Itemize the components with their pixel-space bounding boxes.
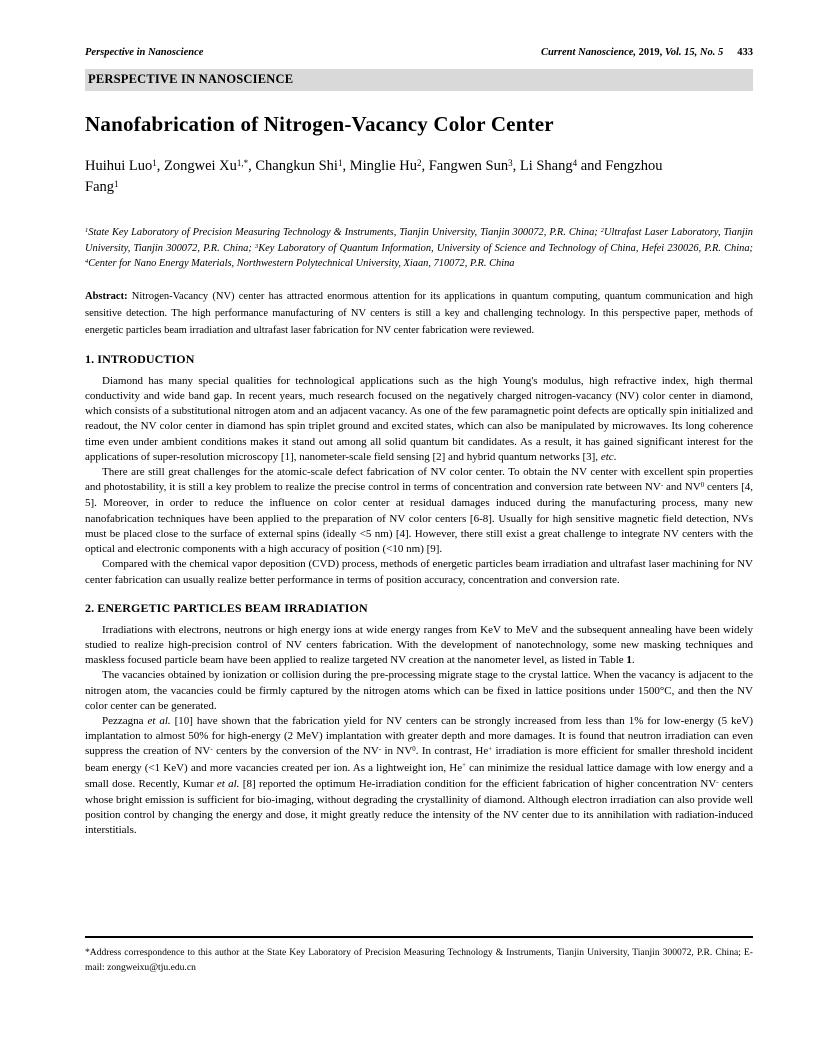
authors-line: Huihui Luo$^1$, Zongwei $Xu^{1,*}$, Changkun Shi$^1$, Minglie Hu$^2$, Fangwen Sun$^3$, Li Shang$^4$ and Fengzhou Fang$^1$: [85, 157, 663, 196]
running-header-citation: [541, 47, 753, 58]
page-number: 433: [737, 47, 753, 58]
article-type-banner: PERSPECTIVE IN NANOSCIENCE: [85, 69, 753, 91]
paper-title: Nanofabrication of Nitrogen-Vacancy Color Center: [85, 112, 554, 136]
paragraph: Compared with the chemical vapor deposition (CVD) process, methods of energetic particles beam irradiation and ultrafast laser machining for NV center fabrication can usually realize better performance in terms of position accuracy, concentration and conversion rate.: [85, 558, 753, 586]
paragraph: There are still great challenges for the atomic-scale defect fabrication of NV color center. To obtain the NV center with excellent spin properties and photostability, it is still a key problem to realize the precise control in terms of concentration and conversion rate between NV- and $NV^0$ centers [4, 5]. Moreover, in order to reduce the influence on color center at residual damages induced during the manufacturing process, many new nanofabrication techniques have been applied to the preparation of NV color centers [6-8]. Usually for high sensitive magnetic field detection, NVs must be placed close to the surface of external spins (ideally <5 nm) [4]. However, there still exist a great challenge to integrate NV centers with the optical and electronic components with a high accuracy of position (<10 nm) [9].: [85, 466, 753, 556]
affiliations: $^1$State Key Laboratory of Precision Measuring Technology & Instruments, Tianjin University, Tianjin 300072, P.R. China; $^2$Ultrafast Laser Laboratory, Tianjin University, Tianjin 300072, P.R. China; $^3$Key Laboratory of Quantum Information, University of Science and Technology of China, Hefei 230026, P.R. China; $^4$Center for Nano Energy Materials, Northwestern Polytechnical University, Xiaan, 710072, P.R. China: [85, 227, 753, 270]
paragraph: The vacancies obtained by ionization or collision during the pre-processing migrate stage to the crystal lattice. When the vacancy is adjacent to the nitrogen atom, the vacancies could be firmly captured by the nitrogen atoms which can be fixed in lattice positions under 1500°C, and then the NV color center can be generated.: [85, 669, 753, 712]
journal-citation: Current Nanoscience, 2019, Vol. 15, No. 5: [540, 47, 724, 58]
paragraph: Diamond has many special qualities for technological applications such as the high Young's modulus, high refractive index, high thermal conductivity and wide band gap. In recent years, much research focused on the negatively charged nitrogen-vacancy (NV) color center in diamond, which consists of a substitutional nitrogen atom and an adjacent vacancy. As one of the few paramagnetic point defects are optically spin initialized and readout, the NV color center in diamond has spin triplet ground and excited states, which can also be manipulated by microwaves. Its long coherence time even under ambient conditions makes it stand out among all solid quantum bit candidates. As a result, it has gained significant interest for the applications of super-resolution microscopy [1], nanometer-scale field sensing [2] and hybrid quantum networks [3], etc.: [85, 374, 753, 463]
correspondence-footnote: *Address correspondence to this author at the State Key Laboratory of Precision Measuring Technology & Instruments, Tianjin University, Tianjin 300072, P.R. China; E-mail: zongweixu@tju.edu.cn: [85, 936, 753, 976]
page-content: [85, 47, 753, 839]
paragraph: Pezzagna et al. [10] have shown that the fabrication yield for NV centers can be strongly increased from less than 1% for low-energy (5 keV) implantation to almost 50% for high-energy (2 MeV) implantation with greater depth and more damages. It is found that neutron irradiation can even suppress the creation of NV- centers by the conversion of the NV- in $NV^0$. In contrast, He+ irradiation is more efficient for smaller threshold incident beam energy (<1 KeV) and more vacancies created per ion. As a lightweight ion, He+ can minimize the residual lattice damage with low energy and a small dose. Recently, Kumar et al. [8] reported the optimum He-irradiation condition for the efficient fabrication of higher concentration NV- centers whose bright emission is sufficient for bio-imaging, without degrading the crystallinity of diamond. Although electron irradiation can also provide well position control by changing the energy and dose, it might greatly reduce the intensity of the NV center due to its annihilation with radiation-induced interstitials.: [85, 714, 754, 837]
section-heading-energetic-particles: 2. ENERGETIC PARTICLES BEAM IRRADIATION: [85, 600, 368, 615]
abstract: Abstract: Nitrogen-Vacancy (NV) center has attracted enormous attention for its applications in quantum computing, quantum communication and high sensitive detection. The high performance manufacturing of NV centers is still a key and challenging technology. In this perspective paper, methods of energetic particles beam irradiation and ultrafast laser fabrication for NV center fabrication were reviewed.: [85, 290, 753, 336]
running-header: [85, 47, 753, 58]
paragraph: Irradiations with electrons, neutrons or high energy ions at wide energy ranges from KeV to MeV and the subsequent annealing have been widely studied to realize high-precision control of NV centers fabrication. With the development of nanotechnology, some new masking techniques and maskless focused particle beam have been applied to realize targeted NV creation at the nanometer level, as listed in Table 1.: [85, 623, 753, 667]
section-heading-introduction: 1. INTRODUCTION: [85, 351, 195, 366]
running-header-section: Perspective in Nanoscience: [85, 47, 204, 58]
